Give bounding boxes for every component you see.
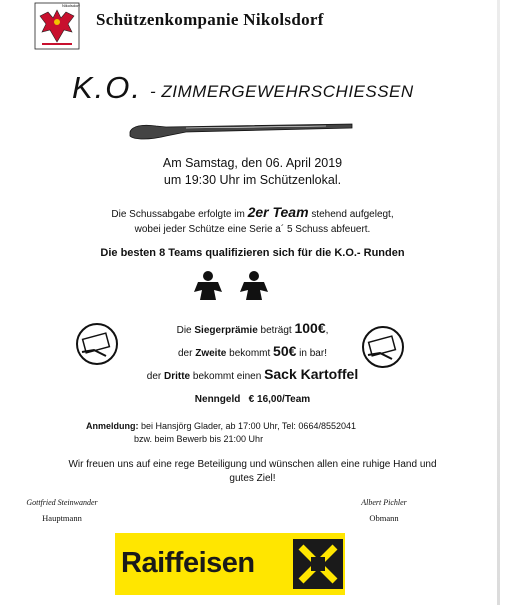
event-time-line: um 19:30 Uhr im Schützenlokal. bbox=[163, 173, 342, 187]
signature-right bbox=[348, 498, 420, 523]
title-ko: K.O. bbox=[72, 70, 143, 105]
closing-line2: gutes Ziel! bbox=[229, 473, 276, 484]
prize-third-mid: bekommt einen bbox=[190, 371, 265, 382]
team-size: 2er Team bbox=[247, 204, 309, 220]
sponsor-logo bbox=[115, 533, 345, 595]
prize-first-label: Siegerprämie bbox=[194, 325, 258, 336]
event-date bbox=[0, 155, 505, 189]
shots-info bbox=[0, 205, 505, 237]
prize-second-amount: 50€ bbox=[273, 343, 297, 359]
prize-third-pre: der bbox=[146, 371, 164, 382]
coat-of-arms-icon bbox=[34, 2, 80, 50]
signature-left-role: Hauptmann bbox=[42, 513, 82, 523]
sponsor-name: Raiffeisen bbox=[121, 547, 255, 579]
air-rifle-icon bbox=[126, 118, 354, 144]
prize-first-mid: beträgt bbox=[257, 325, 295, 336]
shots-line1-post: stehend aufgelegt, bbox=[311, 209, 394, 220]
event-date-line: Am Samstag, den 06. April 2019 bbox=[162, 156, 343, 170]
shots-line2: wobei jeder Schütze eine Serie a´ 5 Schuss abfeuert. bbox=[134, 224, 371, 235]
prize-second-pre: der bbox=[178, 348, 196, 359]
prize-second-label: Zweite bbox=[195, 348, 227, 359]
prize-first-amount: 100€ bbox=[294, 320, 326, 336]
registration bbox=[86, 420, 356, 446]
shots-line1-pre: Die Schussabgabe erfolgte im bbox=[111, 209, 245, 220]
title-rest: - ZIMMERGEWEHRSCHIESSEN bbox=[150, 82, 414, 101]
people-figures-icon bbox=[186, 270, 278, 302]
crest-label: Nikolsdorf bbox=[62, 3, 80, 8]
raiffeisen-gable-cross-icon bbox=[293, 539, 343, 589]
closing-text bbox=[0, 458, 505, 486]
prize-second-mid: bekommt bbox=[226, 348, 274, 359]
registration-line1: bei Hansjörg Glader, ab 17:00 Uhr, Tel: 0664/8552041 bbox=[138, 421, 356, 431]
prize-third-label: Dritte bbox=[164, 371, 191, 382]
signature-right-name: Albert Pichler bbox=[361, 498, 407, 507]
prize-third bbox=[0, 364, 505, 387]
prize-second bbox=[0, 341, 505, 364]
prize-first bbox=[0, 318, 505, 341]
signature-left bbox=[22, 498, 102, 523]
entry-fee: Nenngeld € 16,00/Team bbox=[194, 394, 311, 405]
page-edge bbox=[497, 0, 500, 605]
prizes bbox=[0, 318, 505, 387]
signature-right-role: Obmann bbox=[369, 513, 399, 523]
registration-label: Anmeldung: bbox=[86, 421, 139, 431]
prize-first-post: , bbox=[325, 325, 329, 336]
registration-line2: bzw. beim Bewerb bis 21:00 Uhr bbox=[134, 434, 264, 444]
club-name: Schützenkompanie Nikolsdorf bbox=[96, 10, 324, 29]
prize-first-pre: Die bbox=[176, 325, 195, 336]
prize-second-post: in bar! bbox=[296, 348, 327, 359]
closing-line1: Wir freuen uns auf eine rege Beteiligung und wünschen allen eine ruhige Hand und bbox=[68, 459, 437, 470]
signature-left-name: Gottfried Steinwander bbox=[26, 498, 98, 507]
prize-third-amount: Sack Kartoffel bbox=[264, 366, 359, 382]
qualify-text: Die besten 8 Teams qualifizieren sich für die K.O.- Runden bbox=[100, 247, 405, 259]
